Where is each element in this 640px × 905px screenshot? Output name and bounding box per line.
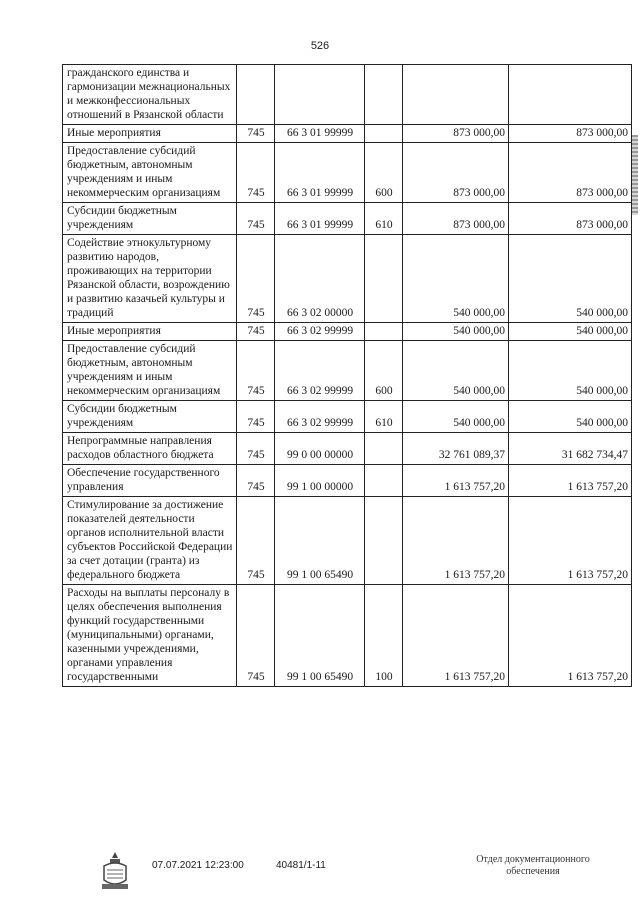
row-name: Субсидии бюджетным учреждениям — [63, 401, 237, 433]
row-amount-1: 873 000,00 — [403, 203, 509, 235]
row-code: 745 — [237, 433, 275, 465]
footer-department-line1: Отдел документационного — [476, 854, 590, 865]
row-code: 745 — [237, 235, 275, 323]
row-amount-2: 540 000,00 — [509, 341, 632, 401]
row-amount-2: 1 613 757,20 — [509, 465, 632, 497]
footer-datetime: 07.07.2021 12:23:00 — [152, 860, 244, 871]
row-amount-1: 873 000,00 — [403, 125, 509, 143]
row-code: 745 — [237, 125, 275, 143]
footer — [0, 850, 640, 900]
row-name: гражданского единства и гармонизации межнациональных и межконфессиональных отношений в Рязанской области — [63, 65, 237, 125]
row-amount-1: 540 000,00 — [403, 323, 509, 341]
row-expense-type — [365, 235, 403, 323]
row-expense-type — [365, 323, 403, 341]
row-expense-type: 600 — [365, 341, 403, 401]
row-name: Предоставление субсидий бюджетным, автономным учреждениям и иным некоммерческим организациям — [63, 143, 237, 203]
row-amount-1: 1 613 757,20 — [403, 465, 509, 497]
row-code: 745 — [237, 341, 275, 401]
row-name: Обеспечение государственного управления — [63, 465, 237, 497]
row-amount-1: 873 000,00 — [403, 143, 509, 203]
row-target-article: 99 1 00 00000 — [275, 465, 365, 497]
table-row — [63, 341, 632, 401]
row-target-article: 66 3 01 99999 — [275, 125, 365, 143]
row-expense-type — [365, 125, 403, 143]
scan-edge-mark — [632, 135, 638, 215]
row-name: Субсидии бюджетным учреждениям — [63, 203, 237, 235]
row-target-article: 99 1 00 65490 — [275, 497, 365, 585]
budget-table — [62, 64, 632, 687]
row-amount-2: 873 000,00 — [509, 143, 632, 203]
row-target-article — [275, 65, 365, 125]
row-code: 745 — [237, 323, 275, 341]
table-row — [63, 585, 632, 687]
row-amount-1: 540 000,00 — [403, 341, 509, 401]
row-name: Иные мероприятия — [63, 125, 237, 143]
row-expense-type — [365, 65, 403, 125]
row-name: Стимулирование за достижение показателей деятельности органов исполнительной власти субъектов Российской Федерации за счет дотации (гранта) из федерального бюджета — [63, 497, 237, 585]
row-target-article: 66 3 02 00000 — [275, 235, 365, 323]
row-code — [237, 65, 275, 125]
table-row — [63, 465, 632, 497]
table-row — [63, 125, 632, 143]
footer-department-line2: обеспечения — [506, 866, 560, 877]
row-amount-2: 540 000,00 — [509, 323, 632, 341]
table-row — [63, 323, 632, 341]
row-amount-2: 873 000,00 — [509, 203, 632, 235]
row-expense-type: 100 — [365, 585, 403, 687]
row-code: 745 — [237, 143, 275, 203]
row-amount-1: 32 761 089,37 — [403, 433, 509, 465]
row-expense-type — [365, 465, 403, 497]
row-amount-1: 1 613 757,20 — [403, 585, 509, 687]
footer-department — [448, 854, 618, 878]
row-amount-2: 31 682 734,47 — [509, 433, 632, 465]
row-name: Предоставление субсидий бюджетным, автономным учреждениям и иным некоммерческим организациям — [63, 341, 237, 401]
row-code: 745 — [237, 401, 275, 433]
row-code: 745 — [237, 465, 275, 497]
row-amount-1: 540 000,00 — [403, 235, 509, 323]
page-number: 526 — [310, 40, 330, 52]
row-amount-2: 873 000,00 — [509, 125, 632, 143]
table-row — [63, 401, 632, 433]
row-expense-type — [365, 433, 403, 465]
row-expense-type: 600 — [365, 143, 403, 203]
row-target-article: 66 3 02 99999 — [275, 323, 365, 341]
row-amount-2: 1 613 757,20 — [509, 585, 632, 687]
row-expense-type: 610 — [365, 203, 403, 235]
row-code: 745 — [237, 585, 275, 687]
row-amount-2: 1 613 757,20 — [509, 497, 632, 585]
row-amount-1: 1 613 757,20 — [403, 497, 509, 585]
row-expense-type: 610 — [365, 401, 403, 433]
row-amount-1 — [403, 65, 509, 125]
row-target-article: 66 3 01 99999 — [275, 203, 365, 235]
table-row — [63, 497, 632, 585]
table-row — [63, 433, 632, 465]
footer-doc-number: 40481/1-11 — [276, 860, 326, 871]
emblem-icon — [98, 850, 132, 892]
row-target-article: 99 0 00 00000 — [275, 433, 365, 465]
table-row — [63, 65, 632, 125]
row-name: Содействие этнокультурному развитию народов, проживающих на территории Рязанской области, возрождению и развитию казачьей культуры и традиций — [63, 235, 237, 323]
table-row — [63, 203, 632, 235]
row-target-article: 66 3 01 99999 — [275, 143, 365, 203]
row-name: Непрограммные направления расходов областного бюджета — [63, 433, 237, 465]
row-name: Иные мероприятия — [63, 323, 237, 341]
row-name: Расходы на выплаты персоналу в целях обеспечения выполнения функций государственными (муниципальными) органами, казенными учреждениями, органами управления государственными — [63, 585, 237, 687]
row-target-article: 66 3 02 99999 — [275, 401, 365, 433]
row-target-article: 99 1 00 65490 — [275, 585, 365, 687]
row-amount-2: 540 000,00 — [509, 235, 632, 323]
table-row — [63, 235, 632, 323]
row-code: 745 — [237, 497, 275, 585]
row-amount-1: 540 000,00 — [403, 401, 509, 433]
row-amount-2 — [509, 65, 632, 125]
table-row — [63, 143, 632, 203]
row-expense-type — [365, 497, 403, 585]
row-amount-2: 540 000,00 — [509, 401, 632, 433]
row-target-article: 66 3 02 99999 — [275, 341, 365, 401]
row-code: 745 — [237, 203, 275, 235]
